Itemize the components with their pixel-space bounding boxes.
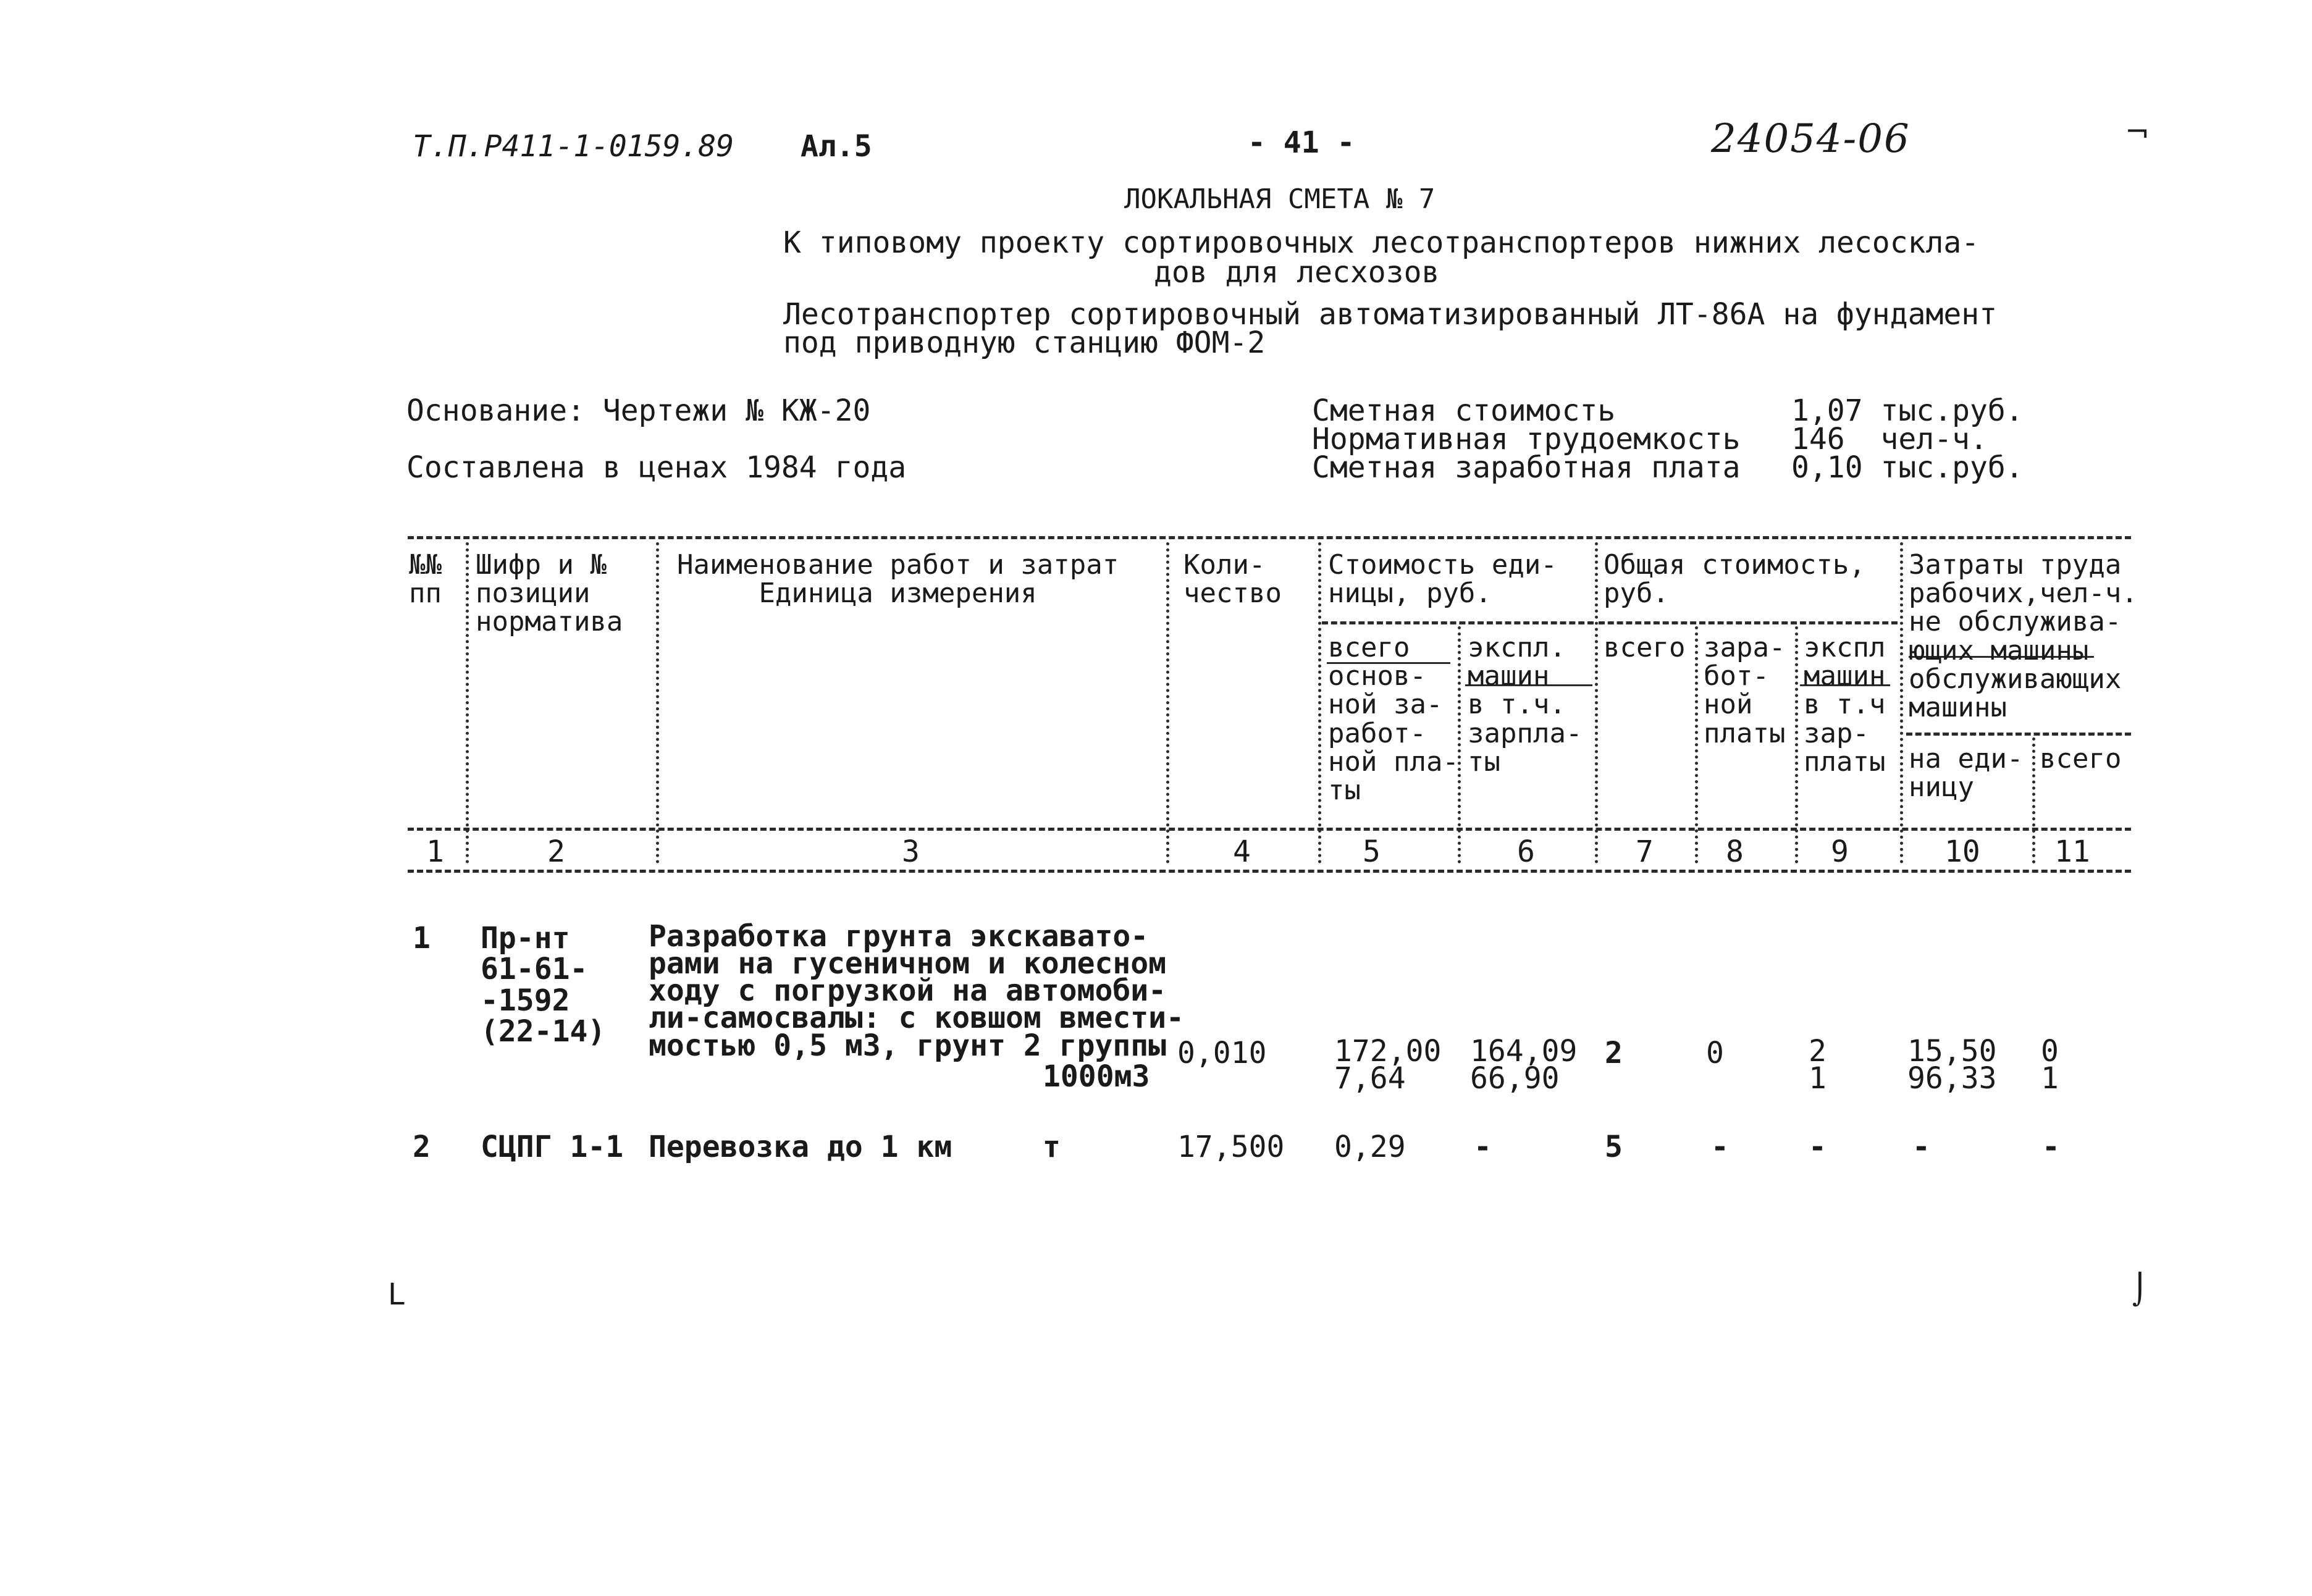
row-c10: - bbox=[1912, 1130, 1930, 1164]
header-c5: всего основ- ной за- работ- ной пла- ты bbox=[1328, 632, 1459, 806]
col-number-10: 10 bbox=[1944, 834, 1980, 869]
row-c5: 0,29 bbox=[1334, 1130, 1406, 1164]
summary-labor-value: 146 чел-ч. bbox=[1791, 422, 1988, 456]
row-code: Пр-нт 61-61- -1592 (22-14) bbox=[481, 921, 606, 1049]
row-qty: 0,010 bbox=[1177, 1036, 1267, 1070]
basis-drawings: Основание: Чертежи № КЖ-20 bbox=[406, 393, 871, 428]
row-c5: 172,00 7,64 bbox=[1334, 1034, 1442, 1096]
col-sep-9 bbox=[1900, 542, 1903, 863]
summary-wage-value: 0,10 тыс.руб. bbox=[1791, 450, 2024, 485]
row-unit: т bbox=[1043, 1130, 1061, 1164]
col-number-8: 8 bbox=[1726, 834, 1744, 869]
row-c8: 0 bbox=[1706, 1036, 1724, 1070]
col-sep-8 bbox=[1795, 626, 1798, 863]
col-number-1: 1 bbox=[426, 834, 444, 869]
col-sep-6 bbox=[1595, 542, 1598, 863]
col-number-9: 9 bbox=[1831, 834, 1849, 869]
row-qty: 17,500 bbox=[1177, 1130, 1285, 1164]
col-sep-1 bbox=[466, 542, 469, 863]
col-sep-4 bbox=[1318, 542, 1321, 863]
col-sep-2 bbox=[656, 542, 659, 863]
header-unit-cost: Стоимость еди- ницы, руб. bbox=[1328, 549, 1557, 610]
header-c6: экспл. машин в т.ч. зарпла- ты bbox=[1468, 632, 1583, 778]
row-c11: - bbox=[2042, 1130, 2060, 1164]
row-c11: 0 1 bbox=[2041, 1034, 2059, 1096]
header-c10: на еди- ницу bbox=[1909, 743, 2024, 804]
col-sep-3 bbox=[1166, 542, 1169, 863]
subrule-labor bbox=[1906, 733, 2131, 736]
number-row-bottom-rule bbox=[408, 870, 2131, 873]
row-no: 2 bbox=[413, 1130, 431, 1164]
header-name: Наименование работ и затрат Единица измерения bbox=[677, 549, 1119, 610]
header-code: Шифр и № позиции норматива bbox=[476, 549, 623, 638]
row-code: СЦПГ 1-1 bbox=[481, 1130, 624, 1164]
row-no: 1 bbox=[413, 921, 431, 956]
corner-mark-bottom-left: L bbox=[388, 1277, 405, 1312]
summary-cost-value: 1,07 тыс.руб. bbox=[1791, 393, 2024, 428]
subrule-total-cost bbox=[1599, 621, 1898, 624]
col-number-11: 11 bbox=[2054, 834, 2090, 869]
row-c6: 164,09 66,90 bbox=[1470, 1034, 1578, 1096]
row-c6: - bbox=[1474, 1130, 1492, 1164]
header-qty: Коли- чество bbox=[1183, 549, 1282, 610]
corner-mark-top-right: ¬ bbox=[2125, 115, 2150, 149]
col-number-2: 2 bbox=[547, 834, 565, 869]
header-c7: всего bbox=[1604, 632, 1686, 663]
row-c9: 2 1 bbox=[1809, 1034, 1826, 1096]
row-c7: 5 bbox=[1605, 1130, 1623, 1164]
row-c9: - bbox=[1809, 1130, 1826, 1164]
handwritten-number: 24054-06 bbox=[1711, 116, 1911, 162]
col-number-4: 4 bbox=[1233, 834, 1251, 869]
basis-prices: Составлена в ценах 1984 года bbox=[406, 450, 907, 485]
title-line-3: Лесотранспортер сортировочный автоматизированный ЛТ-86А на фундамент bbox=[783, 297, 1998, 332]
row-name: Разработка грунта экскавато- рами на гусеничном и колесном ходу с погрузкой на автомоби- ли-самосвалы: с ковшом вмести- мостью 0,5 м3, грунт 2 группы bbox=[649, 919, 1184, 1063]
estimate-heading: ЛОКАЛЬНАЯ СМЕТА № 7 bbox=[1124, 183, 1436, 215]
summary-wage-label: Сметная заработная плата bbox=[1312, 450, 1741, 485]
corner-mark-bottom-right: ⌡ bbox=[2132, 1272, 2148, 1307]
row-c8: - bbox=[1711, 1130, 1729, 1164]
header-c9: экспл машин в т.ч зар- платы bbox=[1804, 632, 1886, 778]
header-labor: Затраты труда рабочих,чел-ч. не обслужива- ющих машины обслуживающих машины bbox=[1909, 549, 2138, 723]
col-sep-7 bbox=[1695, 626, 1698, 863]
header-bottom-rule bbox=[408, 828, 2131, 831]
title-line-2: дов для лесхозов bbox=[1154, 255, 1440, 290]
header-c8: зара- бот- ной платы bbox=[1704, 632, 1786, 749]
row-unit: 1000м3 bbox=[1043, 1059, 1150, 1094]
header-total-cost: Общая стоимость, руб. bbox=[1604, 549, 1865, 610]
summary-labor-label: Нормативная трудоемкость bbox=[1312, 422, 1741, 456]
col-sep-10 bbox=[2032, 737, 2035, 863]
col-number-3: 3 bbox=[902, 834, 920, 869]
subrule-unit-cost bbox=[1322, 621, 1594, 624]
col-number-6: 6 bbox=[1517, 834, 1535, 869]
summary-cost-label: Сметная стоимость bbox=[1312, 393, 1616, 428]
col-number-7: 7 bbox=[1636, 834, 1654, 869]
sheet-label: Ал.5 bbox=[801, 129, 872, 164]
document-code: Т.П.Р411-1-0159.89 bbox=[413, 129, 734, 164]
header-c11: всего bbox=[2040, 743, 2122, 775]
header-no: №№ пп bbox=[409, 549, 442, 610]
page-number: - 41 - bbox=[1248, 125, 1355, 160]
title-line-1: К типовому проекту сортировочных лесотранспортеров нижних лесоскла- bbox=[783, 225, 1980, 260]
row-c7: 2 bbox=[1605, 1036, 1623, 1070]
row-c10: 15,50 96,33 bbox=[1907, 1034, 1997, 1096]
col-number-5: 5 bbox=[1363, 834, 1381, 869]
row-name: Перевозка до 1 км bbox=[649, 1130, 952, 1164]
table-top-rule bbox=[408, 536, 2131, 539]
title-line-4: под приводную станцию ФОМ-2 bbox=[783, 326, 1266, 360]
